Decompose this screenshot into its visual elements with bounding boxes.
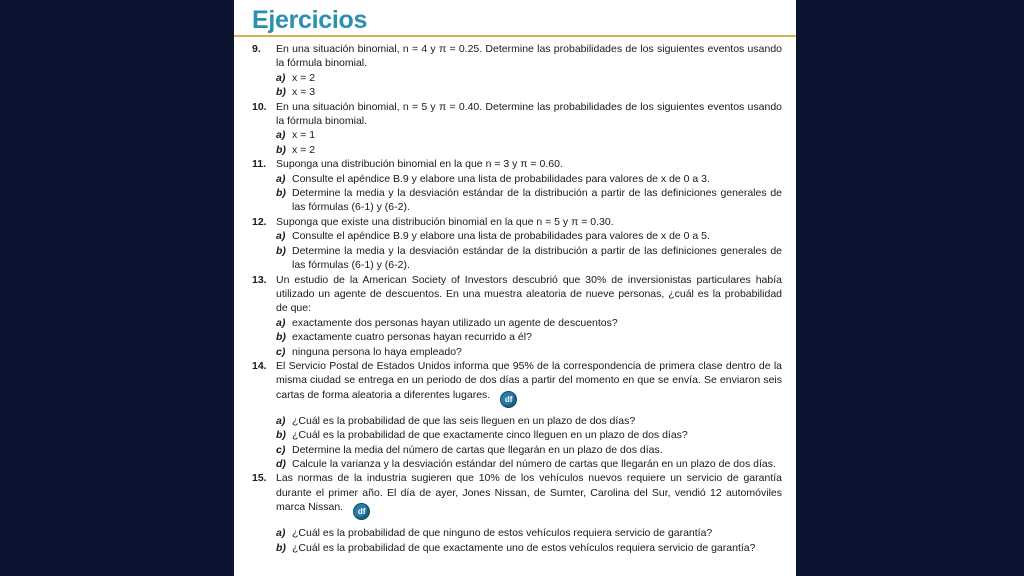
item-text: ¿Cuál es la probabilidad de que exactamente cinco lleguen en un plazo de dos días?	[292, 429, 688, 442]
item-text: x = 1	[292, 129, 316, 142]
item-text: Determine la media del número de cartas que llegarán en un plazo de dos días.	[292, 443, 663, 456]
exercise-item	[276, 186, 782, 215]
item-label: a)	[276, 172, 286, 185]
item-label: b)	[276, 541, 286, 554]
exercise-number: 9.	[252, 43, 261, 55]
item-label: a)	[276, 527, 286, 540]
exercise-item	[276, 330, 782, 344]
exercise-11	[252, 157, 782, 215]
item-label: b)	[276, 143, 286, 156]
exercise-number: 13.	[252, 273, 267, 286]
item-label: c)	[276, 443, 286, 456]
exercise-14	[252, 359, 782, 471]
exercise-number: 11.	[252, 158, 267, 171]
item-label: b)	[276, 429, 286, 442]
item-label: a)	[276, 71, 286, 84]
exercise-stem-wrap	[276, 359, 782, 408]
exercise-12	[252, 215, 782, 273]
item-label: a)	[276, 316, 286, 329]
item-text: Calcule la varianza y la desviación estándar del número de cartas que llegarán en un plazo de dos días.	[292, 457, 776, 470]
exercise-15	[252, 471, 782, 555]
exercise-number: 14.	[252, 359, 267, 372]
title-divider	[234, 35, 796, 37]
exercise-item	[276, 71, 782, 85]
exercise-item	[276, 443, 782, 457]
textbook-page	[234, 0, 796, 576]
item-text: x = 2	[292, 71, 316, 84]
item-text: exactamente dos personas hayan utilizado un agente de descuentos?	[292, 316, 618, 329]
item-text: ninguna persona lo haya empleado?	[292, 345, 462, 358]
item-label: a)	[276, 414, 286, 427]
page-title: Ejercicios	[252, 6, 368, 34]
item-label: c)	[276, 345, 286, 358]
exercise-item	[276, 143, 782, 157]
exercise-stem: Suponga que existe una distribución binomial en la que n = 5 y π = 0.30.	[276, 215, 614, 228]
exercise-item	[276, 457, 782, 471]
item-label: a)	[276, 129, 286, 142]
exercise-list	[252, 42, 782, 555]
exercise-stem: En una situación binomial, n = 4 y π = 0.25. Determine las probabilidades de los siguientes eventos usando la fórmula binomial.	[276, 43, 782, 70]
exercise-item	[276, 428, 782, 442]
exercise-10	[252, 100, 782, 158]
data-file-icon[interactable]: df	[353, 503, 370, 520]
exercise-number: 15.	[252, 472, 267, 485]
item-text: Consulte el apéndice B.9 y elabore una lista de probabilidades para valores de x de 0 a 3.	[292, 172, 710, 185]
exercise-number: 10.	[252, 100, 267, 113]
item-text: x = 2	[292, 143, 316, 156]
exercise-stem: El Servicio Postal de Estados Unidos informa que 95% de la correspondencia de primera clase dentro de la misma ciudad se entrega en un periodo de dos días a partir del momento en que se envía. Se enviaron seis cartas de forma aleatoria a diferentes lugares.	[276, 359, 782, 401]
exercise-13	[252, 273, 782, 359]
exercise-item	[276, 172, 782, 186]
exercise-number: 12.	[252, 215, 267, 228]
exercise-item	[276, 541, 782, 555]
item-label: a)	[276, 230, 286, 243]
item-label: b)	[276, 187, 286, 200]
data-file-icon[interactable]: df	[500, 391, 517, 408]
exercise-item	[276, 345, 782, 359]
item-text: Consulte el apéndice B.9 y elabore una lista de probabilidades para valores de x de 0 a 5.	[292, 230, 710, 243]
exercise-stem-wrap	[276, 471, 782, 520]
item-label: d)	[276, 457, 286, 470]
exercise-stem: En una situación binomial, n = 5 y π = 0.40. Determine las probabilidades de los siguientes eventos usando la fórmula binomial.	[276, 100, 782, 128]
exercise-9	[252, 42, 782, 100]
exercise-item	[276, 414, 782, 428]
item-text: x = 3	[292, 86, 316, 99]
item-label: b)	[276, 331, 286, 344]
item-label: b)	[276, 86, 286, 99]
exercise-item	[276, 316, 782, 330]
item-text: ¿Cuál es la probabilidad de que ninguno de estos vehículos requiera servicio de garantía?	[292, 527, 713, 540]
item-text: Determine la media y la desviación estándar de la distribución a partir de las definiciones generales de las fórmulas (6-1) y (6-2).	[292, 244, 782, 272]
exercise-item	[276, 244, 782, 273]
exercise-stem: Un estudio de la American Society of Investors descubrió que 30% de inversionistas particulares había utilizado un agente de descuentos. En una muestra aleatoria de nueve personas, ¿cuál es la probabilidad de que:	[276, 273, 782, 315]
exercise-item	[276, 526, 782, 540]
exercise-item	[276, 128, 782, 142]
item-text: Determine la media y la desviación estándar de la distribución a partir de las definiciones generales de las fórmulas (6-1) y (6-2).	[292, 187, 782, 214]
item-text: ¿Cuál es la probabilidad de que exactamente uno de estos vehículos requiera servicio de garantía?	[292, 541, 756, 554]
item-label: b)	[276, 244, 286, 257]
exercise-item	[276, 85, 782, 99]
exercise-stem: Las normas de la industria sugieren que 10% de los vehículos nuevos requiere un servicio de garantía durante el primer año. El día de ayer, Jones Nissan, de Sumter, Carolina del Sur, vendió 12 automóviles marca Nissan.	[276, 472, 782, 514]
exercise-stem: Suponga una distribución binomial en la que n = 3 y π = 0.60.	[276, 158, 563, 171]
item-text: ¿Cuál es la probabilidad de que las seis lleguen en un plazo de dos días?	[292, 414, 636, 427]
exercise-item	[276, 229, 782, 243]
item-text: exactamente cuatro personas hayan recurrido a él?	[292, 331, 532, 344]
